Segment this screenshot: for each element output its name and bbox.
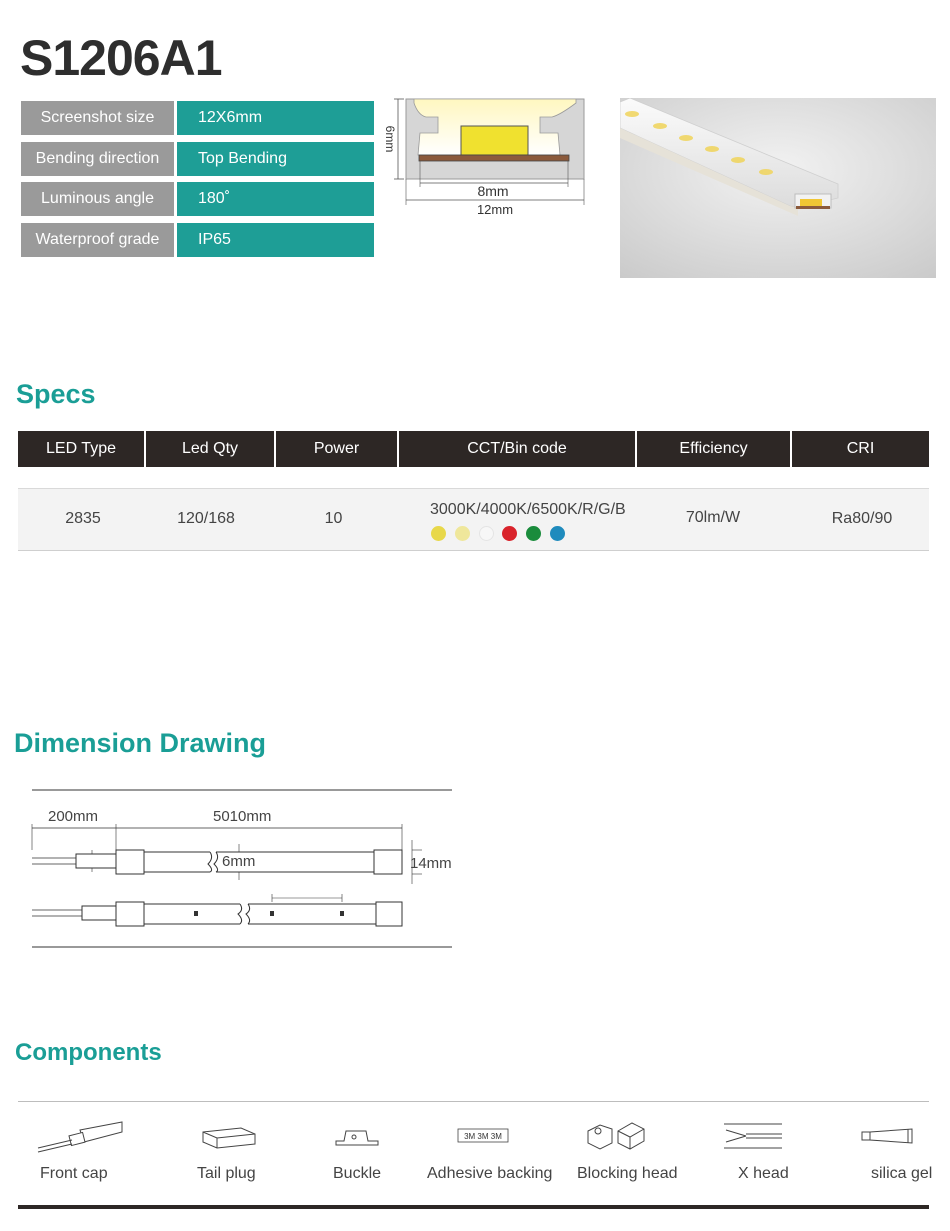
components-bottom-divider xyxy=(18,1205,929,1209)
td-cct: 3000K/4000K/6500K/R/G/B xyxy=(430,501,626,518)
td-power: 10 xyxy=(324,510,343,527)
components-heading: Components xyxy=(15,1039,162,1066)
product-photo xyxy=(620,98,936,278)
product-model-title: S1206A1 xyxy=(20,30,222,86)
color-dot-green xyxy=(526,526,541,541)
td-led-qty: 120/168 xyxy=(177,510,235,527)
th-cri: CRI xyxy=(792,431,929,467)
param-value: 180˚ xyxy=(177,182,374,216)
tail-plug-icon xyxy=(201,1124,257,1150)
component-label-x-head: X head xyxy=(738,1165,789,1182)
th-efficiency: Efficiency xyxy=(637,431,790,467)
component-label-front-cap: Front cap xyxy=(40,1165,108,1182)
td-led-type: 2835 xyxy=(65,510,101,527)
param-label: Luminous angle xyxy=(21,182,174,216)
param-value: IP65 xyxy=(177,223,374,257)
param-value: Top Bending xyxy=(177,142,374,176)
component-label-adhesive-backing: Adhesive backing xyxy=(427,1165,553,1182)
strip-length-label: 5010mm xyxy=(213,808,272,825)
param-row-waterproof xyxy=(21,223,374,257)
silica-gel-icon xyxy=(860,1127,916,1145)
param-label: Screenshot size xyxy=(21,101,174,135)
adhesive-backing-icon xyxy=(457,1128,509,1144)
color-dot-warm-white xyxy=(431,526,446,541)
cross-height-label: 6mm xyxy=(383,125,397,153)
td-cri: Ra80/90 xyxy=(831,510,893,527)
specs-heading: Specs xyxy=(16,379,96,409)
param-row-bending xyxy=(21,142,374,176)
color-dot-blue xyxy=(550,526,565,541)
components-top-divider xyxy=(18,1101,929,1102)
cross-inner-width-label: 8mm xyxy=(477,183,509,199)
th-led-qty: Led Qty xyxy=(146,431,274,467)
dimension-heading: Dimension Drawing xyxy=(14,728,267,758)
color-dot-red xyxy=(502,526,517,541)
cross-outer-width-label: 12mm xyxy=(476,202,514,217)
lead-length-label: 200mm xyxy=(48,808,99,825)
th-power: Power xyxy=(276,431,397,467)
param-label: Waterproof grade xyxy=(21,223,174,257)
param-label: Bending direction xyxy=(21,142,174,176)
th-cct: CCT/Bin code xyxy=(399,431,635,467)
th-led-type: LED Type xyxy=(18,431,144,467)
param-row-angle xyxy=(21,182,374,216)
thickness-label: 6mm xyxy=(222,853,256,870)
component-label-tail-plug: Tail plug xyxy=(197,1165,256,1182)
td-efficiency: 70lm/W xyxy=(685,509,741,526)
height-label: 14mm xyxy=(410,855,452,872)
dimension-drawing xyxy=(28,784,468,954)
param-row-size xyxy=(21,101,374,135)
front-cap-icon xyxy=(34,1120,126,1154)
component-label-blocking-head: Blocking head xyxy=(577,1165,678,1182)
cross-section-drawing xyxy=(380,95,595,220)
color-dot-cool-white xyxy=(479,526,494,541)
adhesive-backing-text: 3M 3M 3M xyxy=(464,1132,502,1141)
component-label-buckle: Buckle xyxy=(333,1165,382,1182)
blocking-head-icon xyxy=(586,1121,646,1151)
color-dot-neutral-white xyxy=(455,526,470,541)
x-head-icon xyxy=(722,1120,784,1152)
component-label-silica-gel: silica gel xyxy=(871,1165,933,1182)
buckle-icon xyxy=(334,1125,380,1147)
param-value: 12X6mm xyxy=(177,101,374,135)
